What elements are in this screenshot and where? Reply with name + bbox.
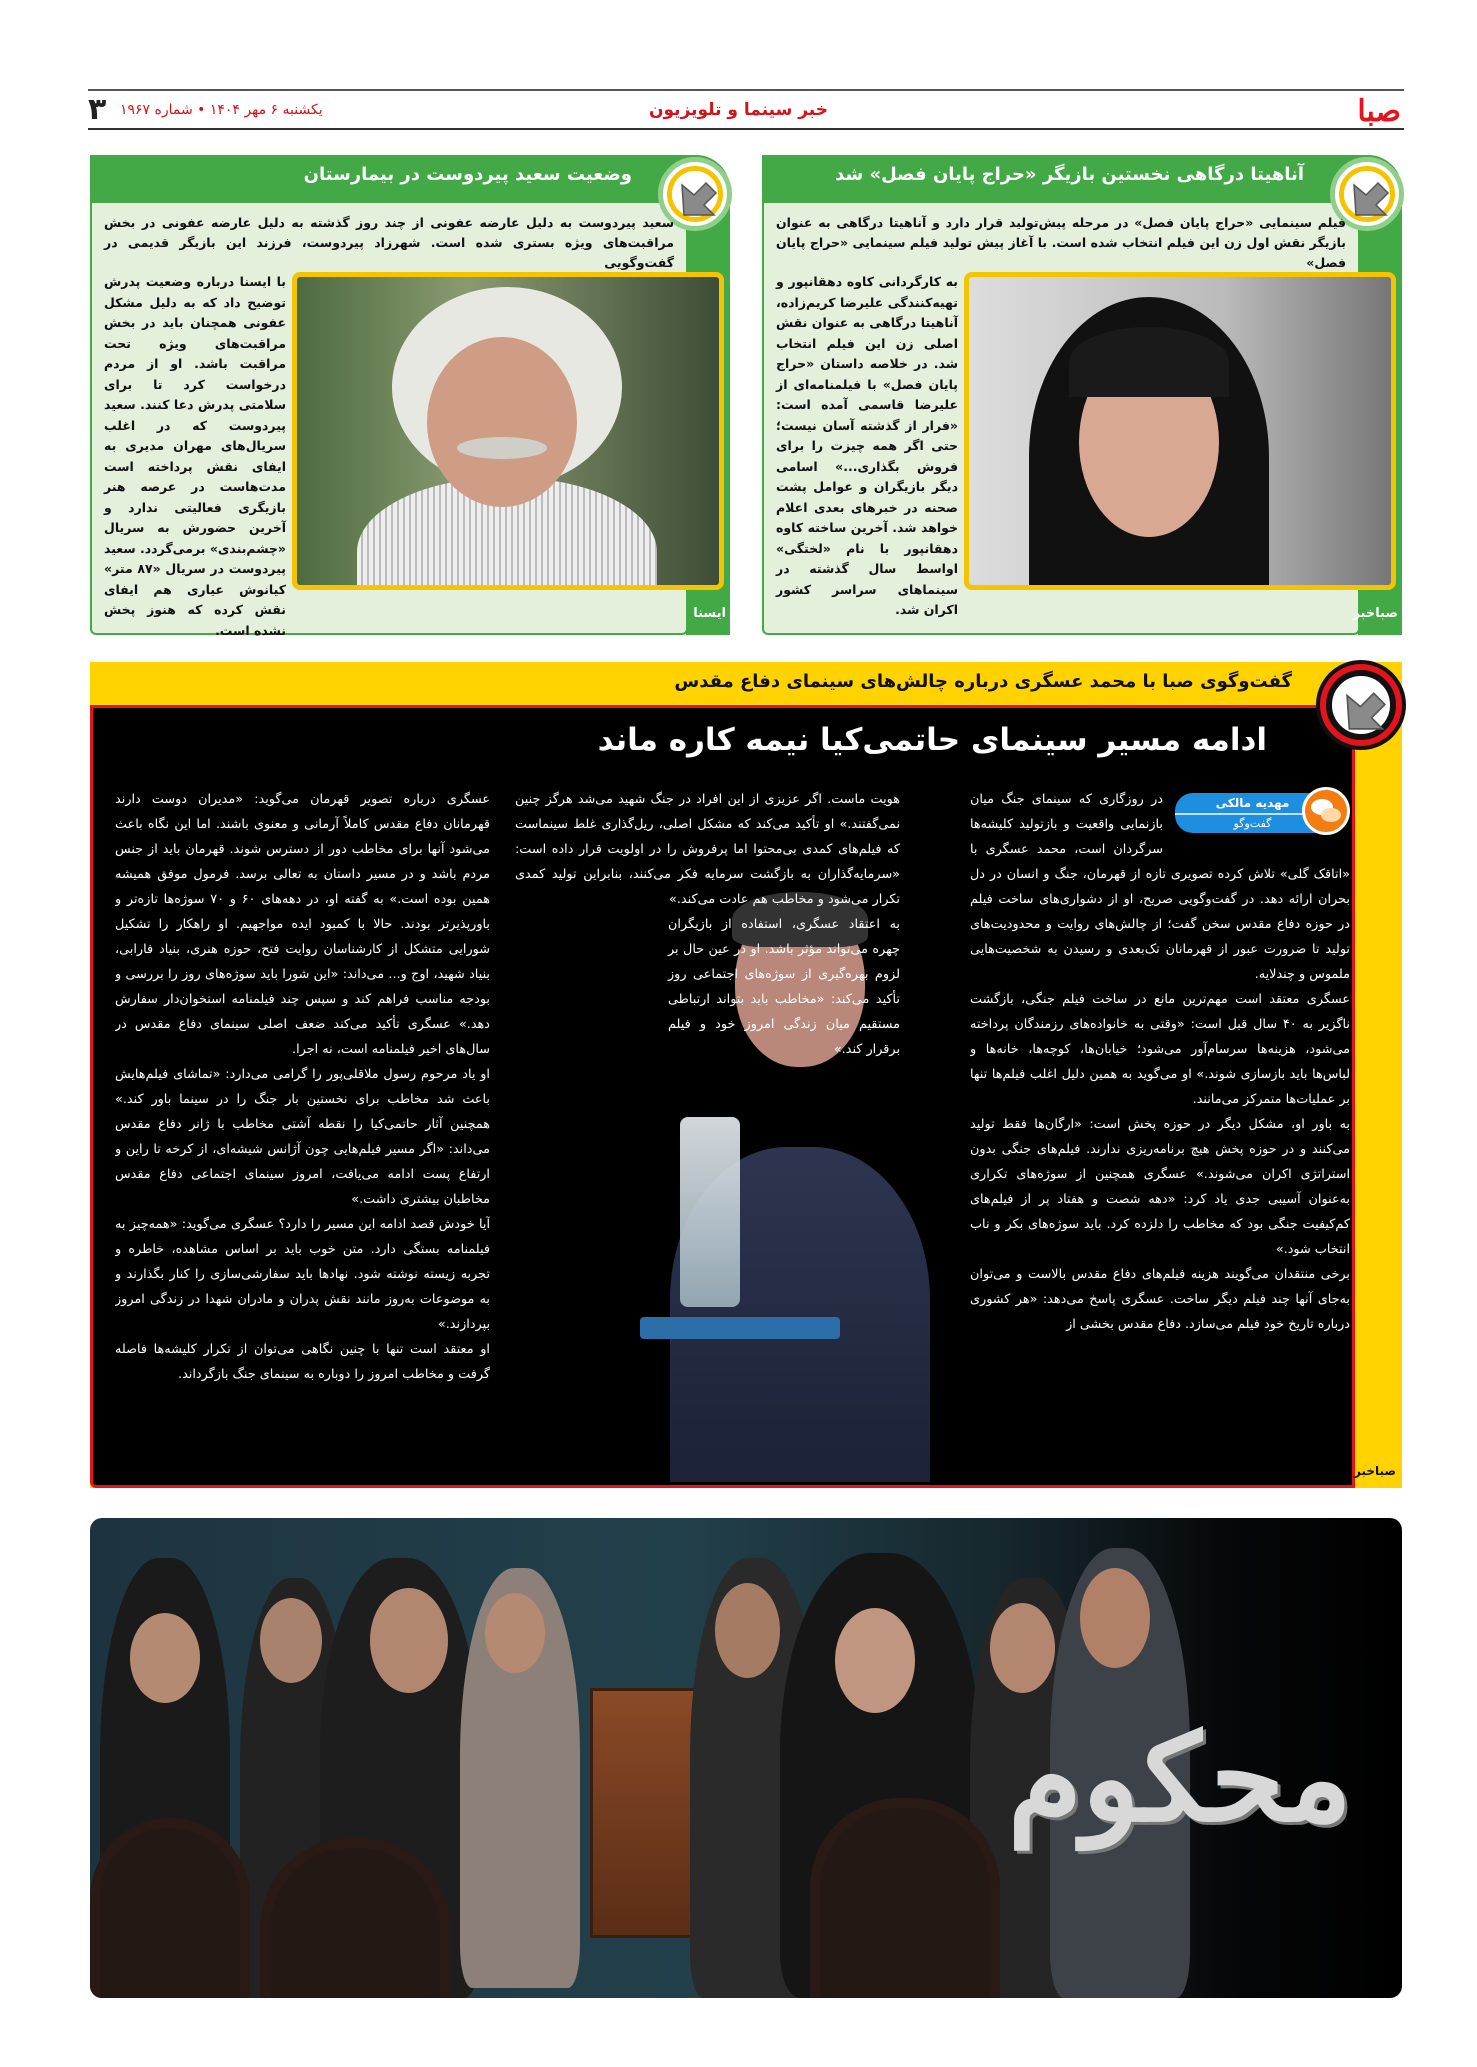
article-column-3 [115, 787, 490, 1477]
news-body: به کارگردانی کاوه دهقانپور و تهیه‌کنندگی علیرضا کریم‌زاده، آناهیتا درگاهی به عنوان نقش اصلی زن این فیلم انتخاب شد. در خلاصه داستان «حراج پایان فصل» با فیلمنامه‌ای از علیرضا قاسمی آمده است: «فرار از گذشته آسان نیست؛ حتی اگر همه چیزت را برای فروش بگذاری...» اسامی دیگر بازیگران و عوامل پشت صحنه در خبرهای بعدی اعلام خواهد شد. آخرین ساخته کاوه دهقانپور با نام «لختگی» اواسط سال گذشته در سینماهای سراسر کشور اکران شد. [776, 274, 958, 617]
paragraph: او معتقد است تنها با چنین نگاهی می‌توان از تکرار کلیشه‌ها فاصله گرفت و مخاطب امروز را دوباره به سینمای جنگ بازگرداند. [115, 1342, 490, 1382]
arrow-badge-icon [1316, 660, 1406, 750]
article-type: گفت‌وگو [1233, 817, 1272, 830]
news-box-saeed-pirdoost [90, 155, 730, 638]
header-top-rule [88, 89, 1404, 91]
poster-logo: محکوم [1007, 1708, 1352, 1849]
paragraph: در روزگاری که سینمای جنگ میان بازنمایی واقعیت و بازتولید کلیشه‌ها سرگردان است، محمد عسگری با «اتاقک گلی» تلاش کرده تصویری تازه از قهرمان، جنگ و انسان در دل بحران ارائه دهد. در گفت‌وگویی صریح، او از دشواری‌های ساخت فیلم در حوزه دفاع مقدس سخن گفت؛ از چالش‌های روایت و محدودیت‌های تولید تا ضرورت عبور از قهرمانان تک‌بعدی و رسیدن به شخصیت‌هایی ملموس و چندلایه. [970, 792, 1350, 982]
speech-bubbles-icon [1302, 787, 1350, 835]
paragraph: برخی منتقدان می‌گویند هزینه فیلم‌های دفاع مقدس بالاست و می‌توان به‌جای آنها چند فیلم دیگر ساخت. عسگری پاسخ می‌دهد: «هر کشوری درباره تاریخ خود فیلم می‌سازد. دفاع مقدس بخشی از [970, 1267, 1350, 1332]
paragraph: عسگری معتقد است مهم‌ترین مانع در ساخت فیلم جنگی، بازگشت ناگزیر به ۴۰ سال قبل است: «وقتی به خانواده‌های رزمندگان پرداخته می‌شود، هزینه‌ها سرسام‌آور می‌شود؛ خیابان‌ها، کوچه‌ها، خانه‌ها و لباس‌ها باید بازسازی شوند.» او می‌گوید به همین دلیل اغلب فیلم‌ها تنها بر عملیات‌ها متمرکز می‌مانند. [970, 992, 1350, 1107]
actress-photo [964, 272, 1396, 590]
news-body: با ایسنا درباره وضعیت پدرش توضیح داد که به دلیل مشکل عفونی همچنان باید در بخش مراقبت‌های ویژه تحت مراقبت باشد. او از مردم درخواست کرد تا برای سلامتی پدرش دعا کنند. سعید پیردوست که در اغلب سریال‌های مهران مدیری به ایفای نقش پرداخته است مدت‌هاست در عرصه هنر بازیگری فعالیتی ندارد و آخرین حضورش به سریال «چشم‌بندی» برمی‌گردد. سعید پیردوست در سریال «۸۷ متر» کیانوش عیاری هم ایفای نقش کرده که هنوز پخش نشده است. [103, 274, 286, 638]
paragraph: به اعتقاد عسگری، استفاده از بازیگران چهره می‌تواند مؤثر باشد. او در عین حال بر لزوم بهره‌گیری از سوژه‌های اجتماعی روز تأکید می‌کند: «مخاطب باید بتواند ارتباطی مستقیم میان زندگی امروز خود و فیلم برقرار کند.» [668, 917, 900, 1057]
photo-credit: ایسنا [693, 606, 726, 621]
newspaper-logo: صبا [1357, 94, 1401, 129]
article-column-2 [515, 787, 900, 1477]
author-badge [1175, 787, 1350, 835]
paragraph: عسگری درباره تصویر قهرمان می‌گوید: «مدیران دوست دارند قهرمانان دفاع مقدس کاملاً آرمانی و معنوی باشند. اما این نگاه باعث می‌شود آنها برای مخاطب دور از دسترس شوند. قهرمان باید از جنس مردم باشد و در مسیر داستان به تعالی برسد. فرمول موفق همیشه همین بوده است.» به گفته او، در دهه‌های ۶۰ و ۷۰ سوژه‌ها تازه‌تر و باورپذیرتر بودند. حالا با کمبود ایده مواجهیم. او راهکار را تشکیل شورایی متشکل از کارشناسان روایت فتح، حوزه هنری، بنیاد فارابی، بنیاد شهید، اوج و... می‌داند: «این شورا باید سوژه‌های روز را بررسی و بودجه مناسب فراهم کند و سپس چند فیلمنامه استخوان‌دار سفارش دهد.» عسگری تأکید می‌کند ضعف اصلی سینمای دفاع مقدس در سال‌های اخیر فیلمنامه است، نه اجرا. [115, 792, 490, 1057]
news-title: وضعیت سعید پیردوست در بیمارستان [303, 164, 632, 185]
photo-credit: صباخبر [1353, 1464, 1396, 1478]
interview-article [90, 662, 1402, 1488]
news-box-anahita-dargahi [762, 155, 1402, 635]
article-kicker: گفت‌وگوی صبا با محمد عسگری درباره چالش‌های سینمای دفاع مقدس [674, 671, 1292, 692]
author-name: مهدیه مالکی [1175, 793, 1330, 815]
news-intro: فیلم سینمایی «حراج پایان فصل» در مرحله پیش‌تولید قرار دارد و آناهیتا درگاهی به عنوان بازیگر نقش اول زن این فیلم انتخاب شده است. با آغاز پیش تولید فیلم سینمایی «حراج پایان فصل» [776, 215, 1346, 270]
paragraph: به باور او، مشکل دیگر در حوزه پخش است: «ارگان‌ها فقط تولید می‌کنند و در حوزه پخش هیچ برنامه‌ریزی ندارند. فیلم‌های جنگی بدون استراتژی اکران می‌شوند.» عسگری همچنین از سوژه‌های تکراری به‌عنوان آسیبی جدی یاد کرد: «دهه شصت و هفتاد پر از فیلم‌های کم‌کیفیت جنگی بود که مخاطب را دلزده کرد. باید سوژه‌های بکر و ناب انتخاب شود.» [970, 1117, 1350, 1257]
news-intro: سعید پیردوست به دلیل عارضه عفونی از چند روز گذشته به دلیل عارضه عفونی در بخش مراقبت‌های ویژه بستری شده است. شهرزاد پیردوست، فرزند این بازیگر قدیمی در گفت‌وگویی [104, 215, 674, 270]
paragraph: هویت ماست. اگر عزیزی از این افراد در جنگ شهید می‌شد هرگز چنین نمی‌گفتند.» او تأکید می‌کند که مشکل اصلی، ریل‌گذاری غلط سینماست که فیلم‌های کمدی بی‌محتوا اما پرفروش را در اولویت قرار داده است: «سرمایه‌گذاران به بازگشت سرمایه فکر می‌کنند، بنابراین تولید کمدی تکرار می‌شود و مخاطب هم عادت می‌کند.» [515, 792, 900, 907]
page-number: ۳ [88, 92, 107, 127]
article-headline: ادامه مسیر سینمای حاتمی‌کیا نیمه کاره ماند [597, 722, 1267, 758]
paragraph: آیا خودش قصد ادامه این مسیر را دارد؟ عسگری می‌گوید: «همه‌چیز به فیلمنامه بستگی دارد. متن خوب باید بر اساس مشاهده، خاطره و تجربه زیسته نوشته شود. نهادها باید سفارشی‌سازی را کنار بگذارند و به موضوعات به‌روز مانند نقش پدران و مادران شهدا در زندگی امروز بپردازند.» [115, 1217, 490, 1332]
header-bottom-rule [88, 128, 1404, 130]
section-title: خبر سینما و تلویزیون [649, 100, 828, 120]
paragraph: او یاد مرحوم رسول ملاقلی‌پور را گرامی می‌دارد: «تماشای فیلم‌هایش باعث شد مخاطب برای نخستین بار جنگ را در سینما باور کند.» همچنین آثار حاتمی‌کیا را نقطه آشتی مخاطب با ژانر دفاع مقدس می‌داند: «اگر مسیر فیلم‌هایی چون آژانس شیشه‌ای، از کرخه تا راین و ارتفاع پست ادامه می‌یافت، امروز سینمای اجتماعی دفاع مقدس مخاطبان بیشتری داشت.» [115, 1067, 490, 1207]
photo-credit: صباخبر [1352, 606, 1398, 621]
series-poster [90, 1518, 1402, 1998]
dateline: یکشنبه ۶ مهر ۱۴۰۴ • شماره ۱۹۶۷ [120, 102, 323, 118]
article-column-1 [970, 787, 1350, 1477]
actor-photo [292, 272, 724, 590]
news-title: آناهیتا درگاهی نخستین بازیگر «حراج پایان فصل» شد [835, 164, 1304, 185]
